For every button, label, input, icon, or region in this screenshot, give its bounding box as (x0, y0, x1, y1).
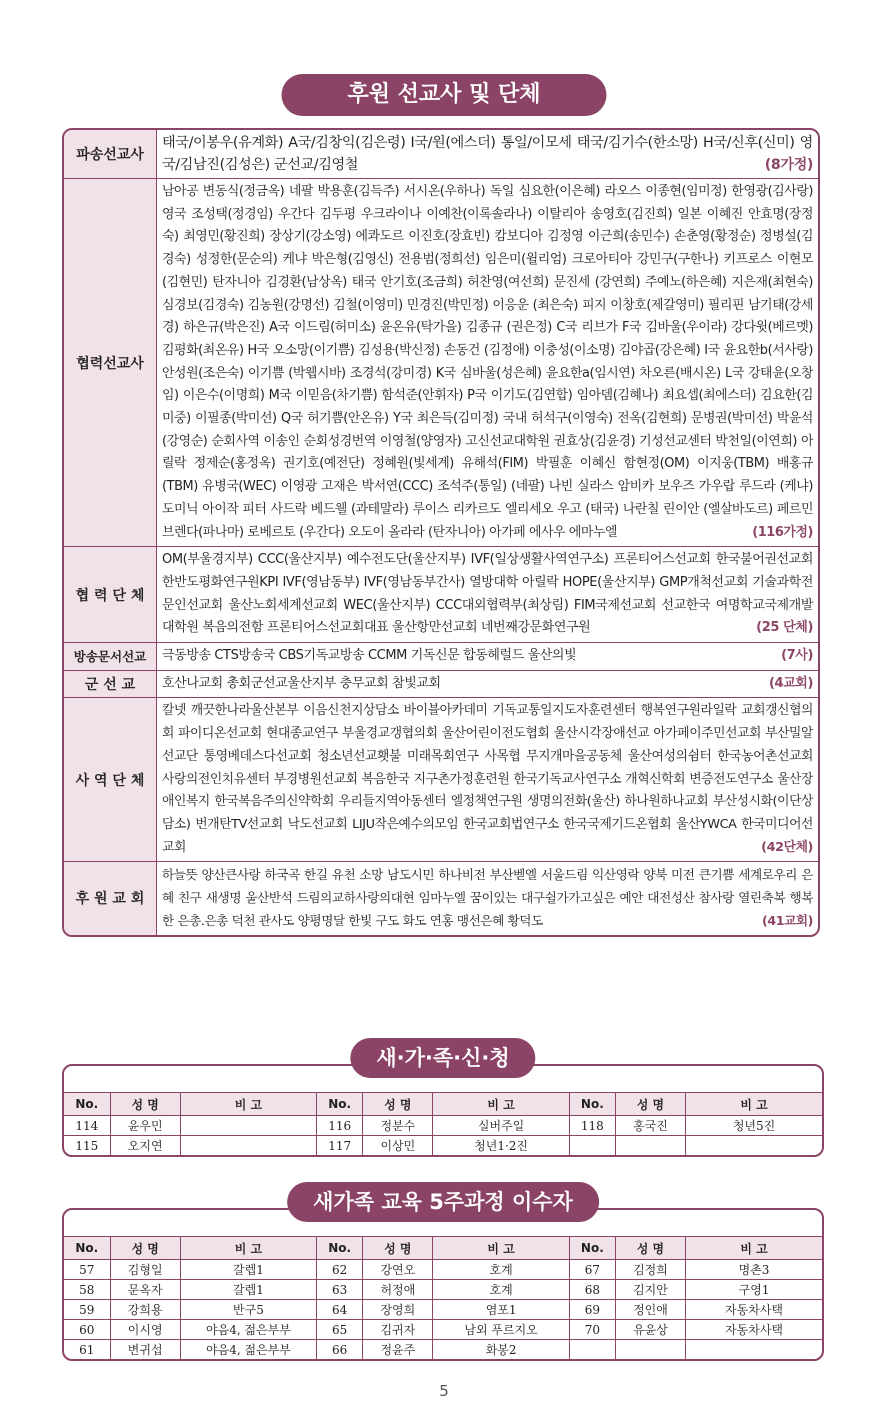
cell-no: 63 (317, 1280, 363, 1300)
table-row (64, 1300, 822, 1320)
cell-no: 114 (64, 1116, 110, 1136)
cell-name: 홍국진 (615, 1116, 685, 1136)
cell-no: 116 (317, 1116, 363, 1136)
new-family-box (62, 1046, 824, 1157)
cell-name: 정분수 (363, 1116, 433, 1136)
cell-note: 남외 푸르지오 (433, 1320, 569, 1340)
cell-no: 65 (317, 1320, 363, 1340)
cell-name: 정인애 (615, 1300, 685, 1320)
cell-no: 60 (64, 1320, 110, 1340)
cell-note: 갈렙1 (180, 1280, 316, 1300)
section-title-education: 새가족 교육 5주과정 이수자 (287, 1182, 599, 1222)
cell-no: 58 (64, 1280, 110, 1300)
col-header-no: No. (317, 1093, 363, 1116)
category-content (157, 130, 818, 179)
category-content (157, 179, 818, 547)
cell-name (615, 1136, 685, 1156)
support-row (64, 179, 818, 547)
category-text: 극동방송 CTS방송국 CBS기독교방송 CCMM 기독신문 합동헤럴드 울산의빛 (162, 648, 577, 664)
col-header-note: 비 고 (686, 1237, 822, 1260)
col-header-name: 성 명 (110, 1093, 180, 1116)
cell-note (180, 1116, 316, 1136)
cell-no: 57 (64, 1260, 110, 1280)
cell-note: 실버주일 (433, 1116, 569, 1136)
cell-note: 청년1·2진 (433, 1136, 569, 1156)
cell-no: 59 (64, 1300, 110, 1320)
category-label: 파송선교사 (64, 130, 157, 179)
category-content (157, 698, 818, 862)
cell-name: 김귀자 (363, 1320, 433, 1340)
table-row (64, 1136, 822, 1156)
cell-name (615, 1340, 685, 1360)
category-text: 호산나교회 총회군선교울산지부 충무교회 참빛교회 (162, 675, 441, 691)
cell-name: 장영희 (363, 1300, 433, 1320)
category-count: (4교회) (768, 675, 813, 691)
col-header-no: No. (317, 1237, 363, 1260)
category-count: (116가정) (752, 524, 813, 540)
cell-note: 자동차사택 (686, 1320, 822, 1340)
education-box (62, 1190, 824, 1361)
category-text: 하늘뜻 양산큰사랑 하국곡 한길 유천 소망 남도시민 하나비전 부산벧엘 서울드림 익산영락 양북 미전 큰기쁨 세계로우리 은혜 친구 새생명 울산반석 드림의교하사랑의대현 임마누엘 꿈이있는 대구쉴가가고싶은 예안 대전성산 참사랑 열린축복 행복한 은총.은총 덕천 관사도 양평명달 한빛 구도 화도 연홍 맹선은혜 황덕도 (162, 867, 813, 928)
cell-name: 강희용 (110, 1300, 180, 1320)
category-count: (8가정) (764, 157, 813, 173)
col-header-no: No. (64, 1093, 110, 1116)
cell-note (180, 1136, 316, 1156)
cell-note (686, 1136, 822, 1156)
support-row (64, 547, 818, 643)
category-count: (42단체) (761, 839, 813, 855)
cell-name: 이시영 (110, 1320, 180, 1340)
col-header-note: 비 고 (433, 1237, 569, 1260)
category-content (157, 547, 818, 643)
category-text: 태국/이봉우(유계화) A국/김창익(김은령) I국/원(에스더) 통일/이모세 태국/김기수(한소망) H국/신후(신미) 영국/김남진(김성은) 군선교/김영철 (162, 135, 813, 173)
cell-no: 67 (569, 1260, 615, 1280)
category-label: 방송문서선교 (64, 643, 157, 671)
cell-no: 69 (569, 1300, 615, 1320)
cell-note: 갈렙1 (180, 1260, 316, 1280)
table-row (64, 1340, 822, 1360)
cell-name: 김형일 (110, 1260, 180, 1280)
cell-note (686, 1340, 822, 1360)
cell-note: 호계 (433, 1260, 569, 1280)
cell-no (569, 1136, 615, 1156)
cell-name: 변귀섭 (110, 1340, 180, 1360)
cell-no: 117 (317, 1136, 363, 1156)
cell-name: 강연오 (363, 1260, 433, 1280)
cell-name: 이상민 (363, 1136, 433, 1156)
section-title-supporters: 후원 선교사 및 단체 (282, 74, 607, 116)
cell-no (569, 1340, 615, 1360)
category-label: 군 선 교 (64, 671, 157, 699)
col-header-no: No. (569, 1093, 615, 1116)
support-row (64, 130, 818, 179)
category-count: (7사) (781, 648, 813, 664)
col-header-no: No. (569, 1237, 615, 1260)
cell-name: 문옥자 (110, 1280, 180, 1300)
cell-note: 청년5진 (686, 1116, 822, 1136)
category-label: 사 역 단 체 (64, 698, 157, 862)
category-content (157, 671, 818, 699)
cell-name: 김정희 (615, 1260, 685, 1280)
category-text: 칼넷 깨끗한나라울산본부 이음신천지상담소 바이블아카데미 기독교통일지도자훈련센터 행복연구원라일락 교회갱신협의회 파이디온선교회 현대종교연구 부울경교갱협의회 울산어린이전도협회 울산시각장애선교 아가페이주민선교회 부산밀알선교단 통영베데스다선교회 청소년선교횃불 미래목회연구 사목협 무지개마을공동체 울산여성의쉼터 한국농어촌선교회 사랑의전인치유센터 부경병원선교회 복음한국 지구촌가정훈련원 한국기독교사연구소 개혁신학회 변증전도연구소 울산장애인복지 한국복음주의신약학회 우리들지역아동센터 엘정책연구원 생명의전화(울산) 하나원하나교회 부산성시화(이단상담소) 번개탄TV선교회 낙도선교회 LIJU작은예수의모임 한국교회법연구소 한국국제기드온협회 울산YWCA 한국미디어선교회 (162, 703, 813, 855)
table-header-row (64, 1093, 822, 1116)
cell-note: 화봉2 (433, 1340, 569, 1360)
category-text: OM(부울경지부) CCC(울산지부) 예수전도단(울산지부) IVF(일상생활사역연구소) 프론티어스선교회 한국불어권선교회 한반도평화연구원KPI IVF(영남동부) IVF(영남동부간사) 열방대학 아릴락 HOPE(울산지부) GMP개척선교회 기술과학전문인선교회 울산노회세계선교회 WEC(울산지부) CCC대외협력부(최상림) FIM국제선교회 선교한국 여명학교국제개발대학원 복음의전함 프론티어스선교회대표 울산항만선교회 네번째강문화연구원 (162, 552, 813, 636)
cell-name: 김지안 (615, 1280, 685, 1300)
section-title-new-family: 새·가·족·신·청 (350, 1038, 535, 1078)
table-row (64, 1116, 822, 1136)
category-text: 남아공 변동식(정금옥) 네팔 박용훈(김득주) 서시온(우하나) 독일 심요한(이은혜) 라오스 이종현(임미정) 한영광(김사랑) 영국 조성택(정경임) 우간다 김두평 우크라이나 이예찬(이록솔라나) 이탈리아 송영호(김진희) 일본 이혜진 안효명(장정숙) 최영민(황진희) 장상기(강소영) 에콰도르 이진호(장효빈) 캄보디아 김정영 이근희(송민수) 손춘영(황정순) 정병설(김경숙) 성정한(문순의) 케냐 박은형(김영신) 전용범(정희선) 임은미(윌리엄) 크로아티아 강민구(구한나) 키프로스 이현모(김현민) 탄자니아 김경환(남상옥) 태국 안기호(조금희) 허찬영(여선희) 문진세 (강연희) 주예노(하은혜) 지은재(최현숙) 심경보(김경숙) 김농원(강명선) 김철(이영미) 민경진(박민정) 이응운 (최은숙) 피지 이창호(제갈영미) 필리핀 남기태(강세경) 하은규(박은진) A국 이드림(허미소) 윤온유(탁가을) 김종규 (권은정) C국 리브가 F국 김바울(우이라) 강다윗(베르멧) 김평화(최온유) H국 오소망(이기쁨) 김성용(박신정) 손동건 (김정애) 이충성(이소명) 김야곱(강은혜) I국 윤요한b(서사랑) 안성원(조은숙) 이기쁨 (박웹시바) 조경석(강미경) K국 심바울(성은혜) 윤요한a(임시연) 차오른(배시온) L국 강태윤(오창임) 이은수(이명희) M국 이믿음(차기쁨) 함석준(안휘자) P국 이기도(김연합) 임아뎀(김혜나) 최요셉(최에스더) 김요한(김미중) 이필종(박미선) Q국 허기쁨(안온유) Y국 최은득(김미정) 국내 허석구(이영숙) 전옥(김현희) 문병권(박미선) 박윤석(강영순) 순회사역 이송인 순회성경번역 이영철(양영자) 고신선교대학원 권효상(김윤경) 기성선교센터 박천일(이연희) 아릴락 정제순(홍정옥) 권기호(예전단) 정혜원(빛세계) 유해석(FIM) 박필훈 이혜신 함현정(OM) 이지웅(TBM) 배홍규 (TBM) 유병국(WEC) 이영광 고재은 박서연(CCC) 조석주(통일) (네팔) 나빈 실라스 암비카 보우즈 가우랍 루드라 (케냐) 도미닉 아이작 피터 사드락 베드웰 (과테말라) 루이스 리카르도 엘리세오 우고 (태국) 나란칠 린이안 (엘살바도르) 페르민 브렌다(파나마) 로베르토 (우간다) 오도이 올라라 (탄자니아) 아가페 에사우 에마누엘 (162, 184, 813, 540)
page-number: 5 (439, 1382, 449, 1400)
category-content (157, 862, 818, 934)
col-header-note: 비 고 (686, 1093, 822, 1116)
cell-note: 야음4, 젊은부부 (180, 1320, 316, 1340)
col-header-name: 성 명 (615, 1093, 685, 1116)
supporters-table (62, 128, 820, 937)
cell-name: 허정애 (363, 1280, 433, 1300)
cell-no: 64 (317, 1300, 363, 1320)
new-family-table (64, 1092, 822, 1155)
category-count: (25 단체) (756, 620, 813, 636)
cell-no: 66 (317, 1340, 363, 1360)
cell-note: 야음4, 젊은부부 (180, 1340, 316, 1360)
cell-name: 윤우민 (110, 1116, 180, 1136)
table-header-row (64, 1237, 822, 1260)
support-row (64, 643, 818, 671)
category-label: 후 원 교 회 (64, 862, 157, 934)
table-row (64, 1260, 822, 1280)
category-count: (41교회) (762, 912, 813, 928)
cell-no: 70 (569, 1320, 615, 1340)
cell-note: 구영1 (686, 1280, 822, 1300)
cell-note: 명촌3 (686, 1260, 822, 1280)
support-row (64, 698, 818, 862)
education-table (64, 1236, 822, 1359)
category-content (157, 643, 818, 671)
col-header-name: 성 명 (363, 1237, 433, 1260)
cell-note: 자동차사택 (686, 1300, 822, 1320)
col-header-no: No. (64, 1237, 110, 1260)
cell-no: 118 (569, 1116, 615, 1136)
table-row (64, 1280, 822, 1300)
table-row (64, 1320, 822, 1340)
category-label: 협력선교사 (64, 179, 157, 547)
col-header-name: 성 명 (363, 1093, 433, 1116)
cell-no: 68 (569, 1280, 615, 1300)
cell-name: 오지연 (110, 1136, 180, 1156)
cell-no: 62 (317, 1260, 363, 1280)
col-header-name: 성 명 (110, 1237, 180, 1260)
cell-note: 반구5 (180, 1300, 316, 1320)
cell-no: 115 (64, 1136, 110, 1156)
col-header-note: 비 고 (180, 1093, 316, 1116)
support-row (64, 862, 818, 934)
cell-name: 정윤주 (363, 1340, 433, 1360)
col-header-note: 비 고 (433, 1093, 569, 1116)
cell-note: 염포1 (433, 1300, 569, 1320)
cell-no: 61 (64, 1340, 110, 1360)
col-header-note: 비 고 (180, 1237, 316, 1260)
cell-name: 유윤상 (615, 1320, 685, 1340)
col-header-name: 성 명 (615, 1237, 685, 1260)
category-label: 협 력 단 체 (64, 547, 157, 643)
support-row (64, 671, 818, 699)
cell-note: 호계 (433, 1280, 569, 1300)
